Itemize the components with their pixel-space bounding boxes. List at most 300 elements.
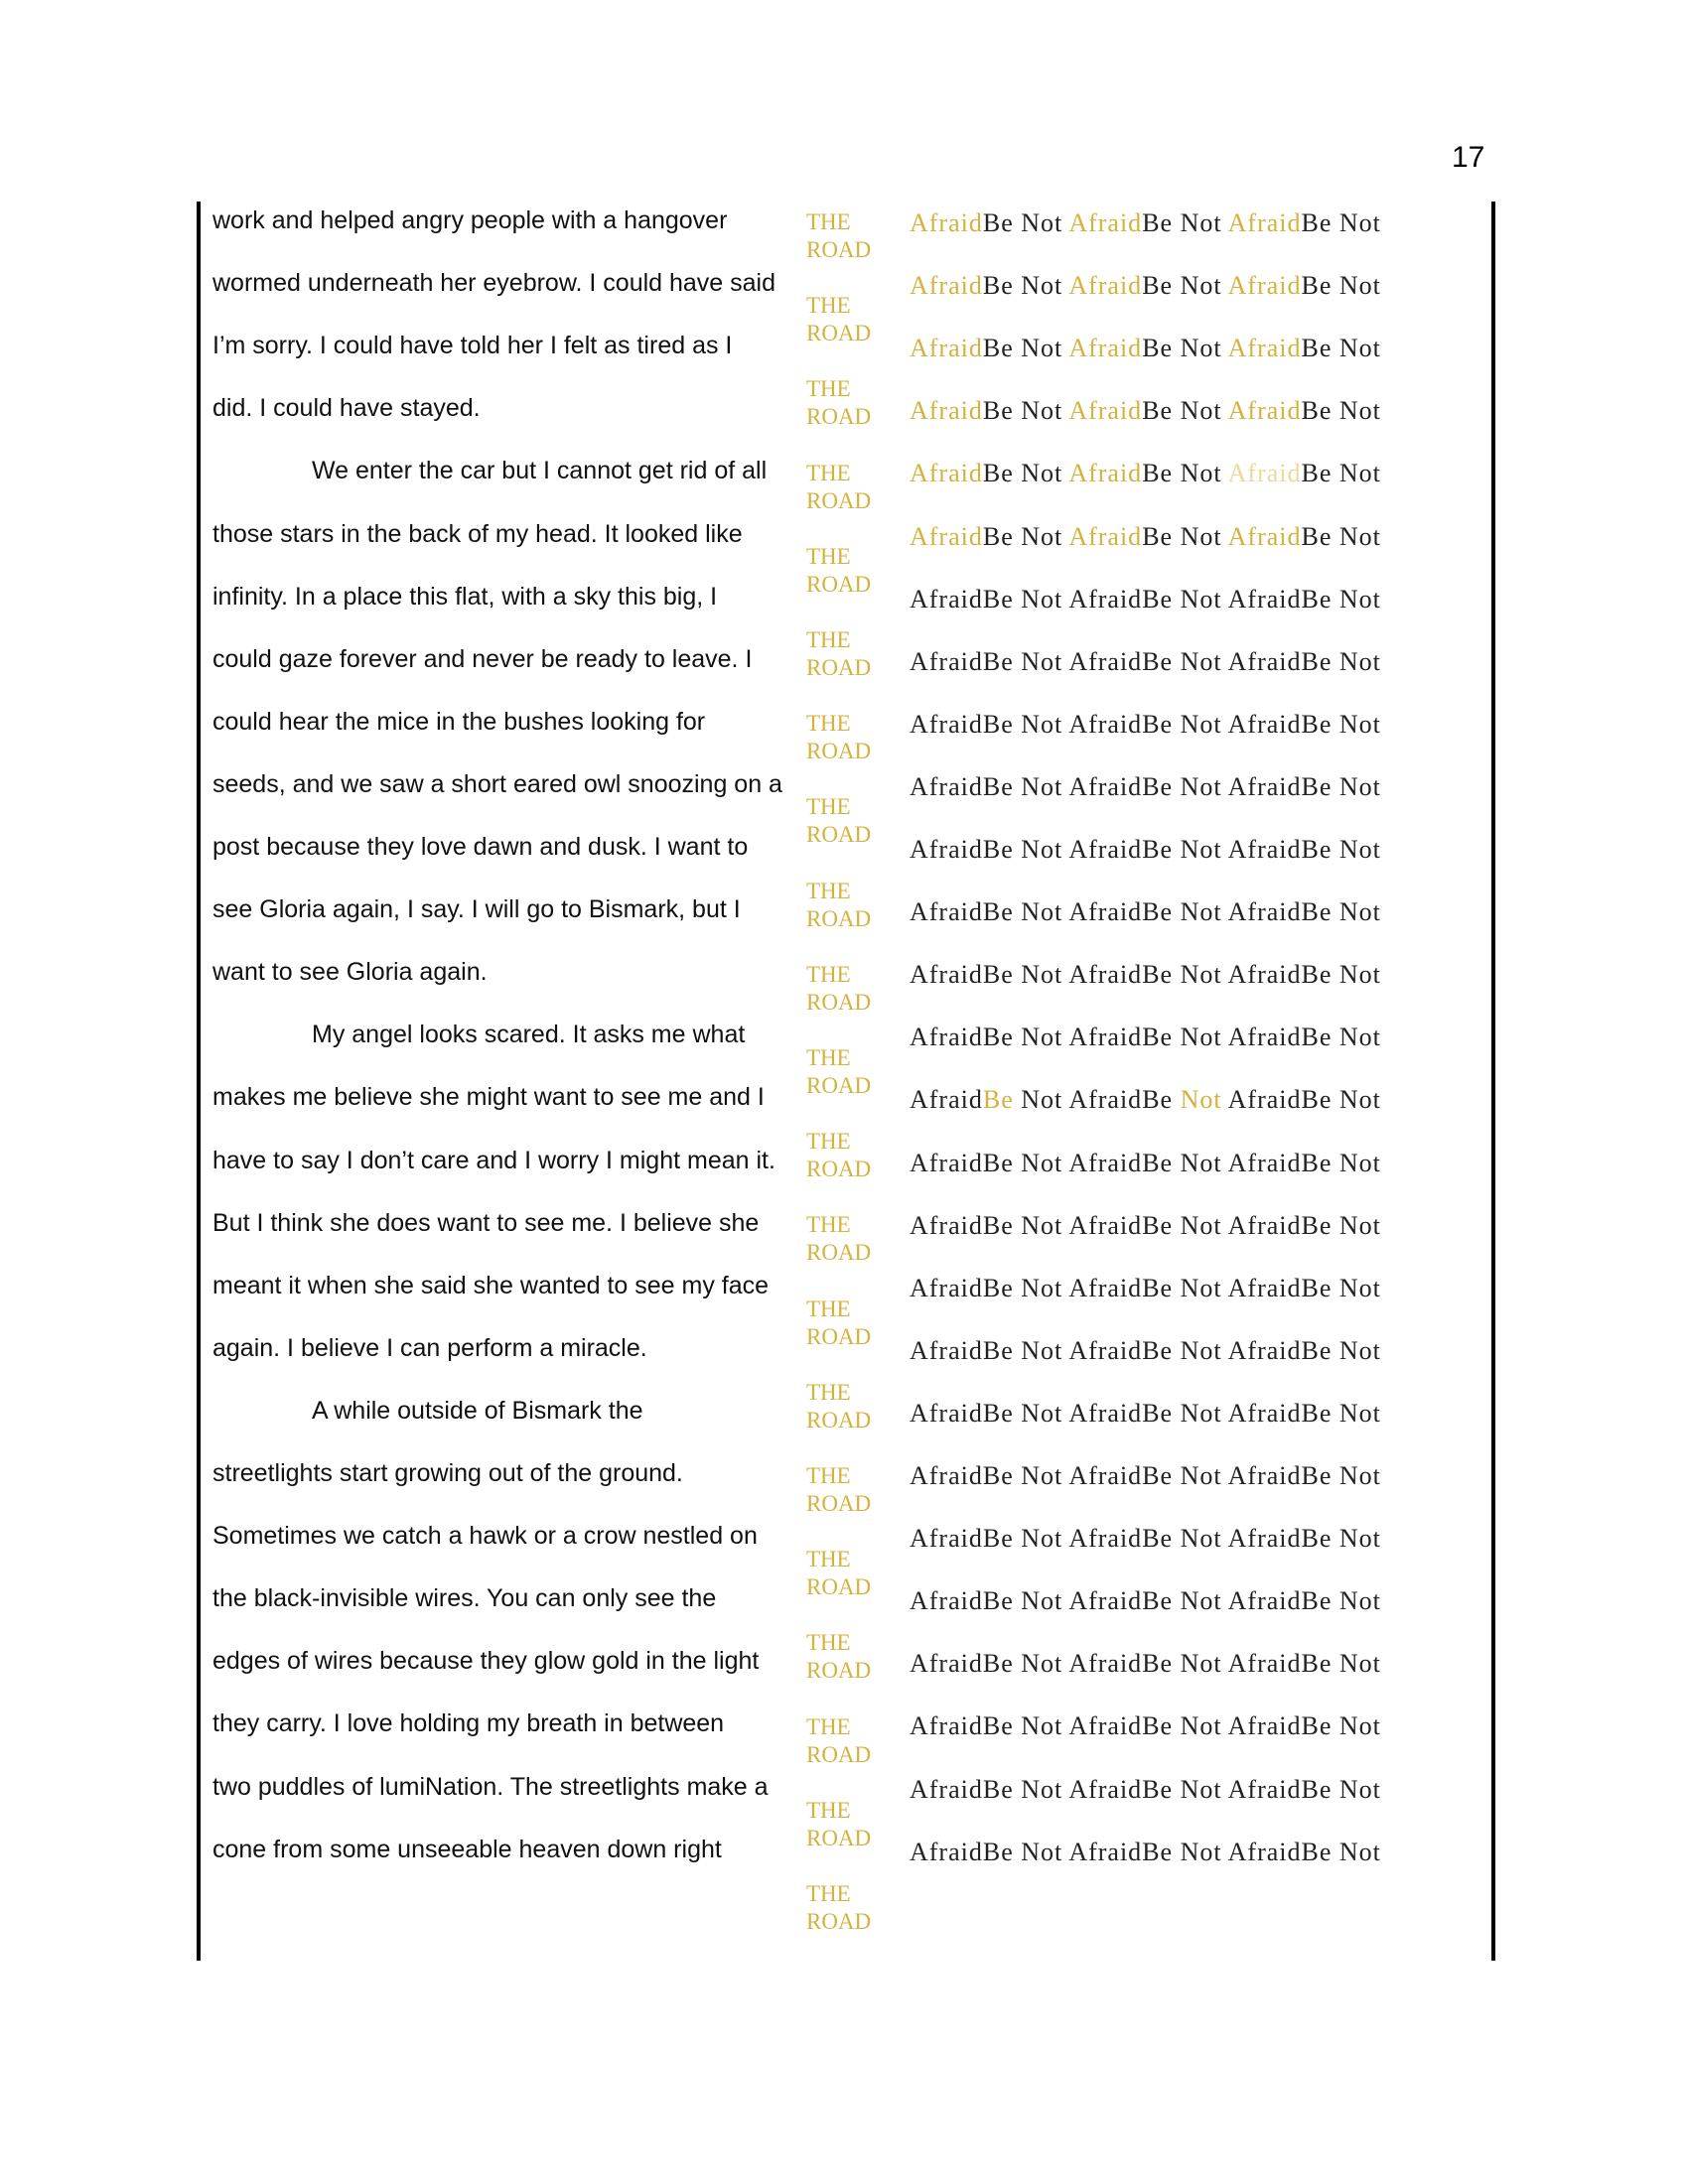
word-not: Not bbox=[1180, 646, 1222, 676]
afraid-line bbox=[910, 772, 1381, 802]
road-label bbox=[806, 1713, 871, 1769]
prose-line: streetlights start growing out of the ground. bbox=[212, 1459, 683, 1487]
word-afraid: Afraid bbox=[1227, 1524, 1302, 1554]
word-be: Be bbox=[1142, 835, 1174, 864]
word-not: Not bbox=[1021, 584, 1063, 614]
prose-line: I’m sorry. I could have told her I felt as tired as I bbox=[212, 332, 733, 360]
road-label bbox=[806, 1462, 871, 1518]
word-afraid: Afraid bbox=[910, 271, 983, 301]
word-not: Not bbox=[1180, 1148, 1222, 1177]
word-be: Be bbox=[982, 271, 1014, 301]
road-word-road: ROAD bbox=[806, 1407, 872, 1433]
afraid-line bbox=[910, 1711, 1381, 1741]
road-label bbox=[806, 208, 871, 264]
word-not: Not bbox=[1338, 835, 1381, 864]
word-afraid: Afraid bbox=[910, 584, 983, 614]
prose-line: again. I believe I can perform a miracle. bbox=[212, 1333, 647, 1362]
word-afraid: Afraid bbox=[910, 1398, 983, 1428]
word-be: Be bbox=[1301, 271, 1333, 301]
word-be: Be bbox=[1301, 960, 1333, 990]
afraid-line bbox=[910, 1336, 1381, 1366]
word-not: Not bbox=[1338, 1774, 1381, 1804]
prose-line: But I think she does want to see me. I believe she bbox=[212, 1208, 760, 1237]
word-afraid: Afraid bbox=[1068, 1023, 1143, 1052]
word-not: Not bbox=[1021, 1461, 1063, 1490]
afraid-line bbox=[910, 1649, 1381, 1679]
prose-line: could gaze forever and never be ready to leave. I bbox=[212, 644, 753, 673]
road-word-the: THE bbox=[806, 1630, 851, 1656]
word-afraid: Afraid bbox=[1068, 1774, 1143, 1804]
word-afraid: Afraid bbox=[1068, 1524, 1143, 1554]
word-be: Be bbox=[1142, 960, 1174, 990]
word-not: Not bbox=[1180, 334, 1222, 363]
word-afraid: Afraid bbox=[1068, 1148, 1143, 1177]
word-be: Be bbox=[1301, 521, 1333, 551]
word-afraid: Afraid bbox=[910, 1273, 983, 1302]
word-afraid: Afraid bbox=[1227, 396, 1302, 426]
word-not: Not bbox=[1021, 208, 1063, 237]
word-be: Be bbox=[1301, 1273, 1333, 1302]
word-be: Be bbox=[1142, 396, 1174, 426]
word-afraid: Afraid bbox=[910, 1210, 983, 1240]
word-be: Be bbox=[1142, 271, 1174, 301]
afraid-line bbox=[910, 835, 1381, 865]
word-afraid: Afraid bbox=[1227, 459, 1302, 488]
word-afraid: Afraid bbox=[1227, 960, 1302, 990]
word-not: Not bbox=[1021, 334, 1063, 363]
word-not: Not bbox=[1180, 396, 1222, 426]
word-be: Be bbox=[1301, 334, 1333, 363]
road-label bbox=[806, 710, 871, 765]
afraid-line bbox=[910, 1085, 1381, 1115]
word-afraid: Afraid bbox=[1227, 646, 1302, 676]
prose-line: edges of wires because they glow gold in the light bbox=[212, 1647, 760, 1676]
word-not: Not bbox=[1180, 1837, 1222, 1866]
road-label bbox=[806, 1797, 871, 1852]
word-afraid: Afraid bbox=[1227, 897, 1302, 927]
word-afraid: Afraid bbox=[1227, 709, 1302, 739]
word-not: Not bbox=[1021, 1774, 1063, 1804]
word-not: Not bbox=[1338, 1711, 1381, 1741]
road-label bbox=[806, 1128, 871, 1183]
word-not: Not bbox=[1338, 1023, 1381, 1052]
word-be: Be bbox=[982, 521, 1014, 551]
word-afraid: Afraid bbox=[1068, 1837, 1143, 1866]
word-be: Be bbox=[1142, 771, 1174, 801]
word-not: Not bbox=[1021, 1085, 1063, 1115]
word-not: Not bbox=[1180, 1273, 1222, 1302]
afraid-line bbox=[910, 1211, 1381, 1241]
word-be: Be bbox=[1301, 1586, 1333, 1616]
word-afraid: Afraid bbox=[910, 960, 983, 990]
road-word-the: THE bbox=[806, 543, 851, 569]
word-not: Not bbox=[1338, 646, 1381, 676]
prose-line: post because they love dawn and dusk. I want to bbox=[212, 833, 749, 861]
word-be: Be bbox=[1301, 1085, 1333, 1115]
word-not: Not bbox=[1180, 271, 1222, 301]
word-afraid: Afraid bbox=[1227, 1148, 1302, 1177]
word-afraid: Afraid bbox=[910, 1524, 983, 1554]
word-not: Not bbox=[1180, 1085, 1222, 1115]
road-label bbox=[806, 626, 871, 682]
prose-line: those stars in the back of my head. It looked like bbox=[212, 519, 743, 548]
word-afraid: Afraid bbox=[1068, 646, 1143, 676]
word-afraid: Afraid bbox=[1227, 334, 1302, 363]
word-be: Be bbox=[982, 646, 1014, 676]
word-afraid: Afraid bbox=[910, 1461, 983, 1490]
afraid-line bbox=[910, 1399, 1381, 1429]
afraid-line bbox=[910, 1149, 1381, 1178]
road-word-the: THE bbox=[806, 1713, 851, 1739]
word-not: Not bbox=[1021, 1711, 1063, 1741]
word-not: Not bbox=[1021, 1210, 1063, 1240]
road-label bbox=[806, 543, 871, 599]
word-be: Be bbox=[1301, 1774, 1333, 1804]
word-afraid: Afraid bbox=[1227, 771, 1302, 801]
prose-line: work and helped angry people with a hangover bbox=[212, 206, 728, 234]
word-not: Not bbox=[1338, 960, 1381, 990]
road-word-road: ROAD bbox=[806, 1574, 872, 1600]
word-not: Not bbox=[1021, 1335, 1063, 1365]
word-be: Be bbox=[1142, 1774, 1174, 1804]
word-not: Not bbox=[1338, 1398, 1381, 1428]
afraid-line bbox=[910, 208, 1381, 238]
word-be: Be bbox=[1301, 208, 1333, 237]
word-be: Be bbox=[1142, 1649, 1174, 1679]
road-label bbox=[806, 460, 871, 515]
word-not: Not bbox=[1338, 897, 1381, 927]
word-afraid: Afraid bbox=[1068, 771, 1143, 801]
road-word-road: ROAD bbox=[806, 822, 872, 848]
word-afraid: Afraid bbox=[1227, 1335, 1302, 1365]
word-not: Not bbox=[1338, 396, 1381, 426]
word-not: Not bbox=[1180, 1711, 1222, 1741]
word-not: Not bbox=[1021, 897, 1063, 927]
word-not: Not bbox=[1180, 1210, 1222, 1240]
word-be: Be bbox=[1301, 1461, 1333, 1490]
word-not: Not bbox=[1180, 1461, 1222, 1490]
word-be: Be bbox=[1301, 1398, 1333, 1428]
word-not: Not bbox=[1338, 1837, 1381, 1866]
road-word-the: THE bbox=[806, 376, 851, 402]
road-label bbox=[806, 1546, 871, 1601]
word-afraid: Afraid bbox=[1068, 208, 1143, 237]
word-afraid: Afraid bbox=[1068, 1273, 1143, 1302]
road-word-road: ROAD bbox=[806, 1825, 872, 1850]
road-word-road: ROAD bbox=[806, 1491, 872, 1516]
word-not: Not bbox=[1021, 960, 1063, 990]
word-afraid: Afraid bbox=[1227, 1711, 1302, 1741]
word-afraid: Afraid bbox=[1068, 1085, 1143, 1115]
road-word-road: ROAD bbox=[806, 1741, 872, 1767]
word-afraid: Afraid bbox=[1068, 396, 1143, 426]
word-afraid: Afraid bbox=[910, 1023, 983, 1052]
word-afraid: Afraid bbox=[1227, 208, 1302, 237]
word-not: Not bbox=[1338, 1586, 1381, 1616]
road-label bbox=[806, 1880, 871, 1936]
word-be: Be bbox=[1142, 709, 1174, 739]
word-not: Not bbox=[1021, 1837, 1063, 1866]
word-be: Be bbox=[1142, 1148, 1174, 1177]
word-be: Be bbox=[982, 584, 1014, 614]
word-not: Not bbox=[1180, 1335, 1222, 1365]
word-afraid: Afraid bbox=[1227, 1461, 1302, 1490]
road-word-the: THE bbox=[806, 209, 851, 234]
prose-line: infinity. In a place this flat, with a sky this big, I bbox=[212, 582, 718, 611]
word-be: Be bbox=[1301, 459, 1333, 488]
road-word-the: THE bbox=[806, 1797, 851, 1823]
road-word-the: THE bbox=[806, 1379, 851, 1405]
word-be: Be bbox=[1142, 646, 1174, 676]
word-be: Be bbox=[1142, 1210, 1174, 1240]
word-not: Not bbox=[1338, 334, 1381, 363]
word-be: Be bbox=[1301, 1335, 1333, 1365]
prose-line: We enter the car but I cannot get rid of all bbox=[312, 457, 768, 485]
word-afraid: Afraid bbox=[1068, 835, 1143, 864]
road-word-road: ROAD bbox=[806, 321, 872, 346]
word-be: Be bbox=[1301, 897, 1333, 927]
word-be: Be bbox=[982, 396, 1014, 426]
word-not: Not bbox=[1180, 1774, 1222, 1804]
word-not: Not bbox=[1338, 1273, 1381, 1302]
word-afraid: Afraid bbox=[910, 1774, 983, 1804]
word-not: Not bbox=[1180, 521, 1222, 551]
prose-line: they carry. I love holding my breath in between bbox=[212, 1709, 725, 1738]
word-afraid: Afraid bbox=[1068, 584, 1143, 614]
word-not: Not bbox=[1180, 1398, 1222, 1428]
word-be: Be bbox=[1301, 396, 1333, 426]
word-afraid: Afraid bbox=[910, 1586, 983, 1616]
prose-line: two puddles of lumiNation. The streetlights make a bbox=[212, 1772, 769, 1801]
word-not: Not bbox=[1338, 1148, 1381, 1177]
road-word-the: THE bbox=[806, 1296, 851, 1321]
afraid-line bbox=[910, 647, 1381, 677]
word-not: Not bbox=[1338, 584, 1381, 614]
word-not: Not bbox=[1338, 1649, 1381, 1679]
afraid-line bbox=[910, 396, 1381, 426]
word-be: Be bbox=[1301, 1210, 1333, 1240]
road-word-the: THE bbox=[806, 794, 851, 820]
word-be: Be bbox=[1142, 208, 1174, 237]
road-word-road: ROAD bbox=[806, 989, 872, 1015]
word-afraid: Afraid bbox=[910, 1649, 983, 1679]
road-word-road: ROAD bbox=[806, 1658, 872, 1684]
word-be: Be bbox=[982, 459, 1014, 488]
word-afraid: Afraid bbox=[1068, 1586, 1143, 1616]
word-afraid: Afraid bbox=[910, 835, 983, 864]
word-afraid: Afraid bbox=[1068, 1711, 1143, 1741]
word-not: Not bbox=[1180, 771, 1222, 801]
road-word-road: ROAD bbox=[806, 237, 872, 262]
word-afraid: Afraid bbox=[1068, 960, 1143, 990]
word-not: Not bbox=[1021, 396, 1063, 426]
prose-line: wormed underneath her eyebrow. I could have said bbox=[212, 269, 776, 298]
road-word-road: ROAD bbox=[806, 1909, 872, 1934]
road-label bbox=[806, 1379, 871, 1434]
road-word-the: THE bbox=[806, 627, 851, 652]
prose-line: could hear the mice in the bushes looking for bbox=[212, 707, 706, 736]
road-word-the: THE bbox=[806, 711, 851, 737]
word-afraid: Afraid bbox=[1227, 835, 1302, 864]
afraid-line bbox=[910, 585, 1381, 614]
word-afraid: Afraid bbox=[1068, 1210, 1143, 1240]
word-be: Be bbox=[982, 771, 1014, 801]
road-label bbox=[806, 1296, 871, 1351]
word-not: Not bbox=[1338, 1210, 1381, 1240]
word-not: Not bbox=[1021, 1273, 1063, 1302]
word-afraid: Afraid bbox=[910, 459, 983, 488]
word-not: Not bbox=[1021, 709, 1063, 739]
page-number: 17 bbox=[1452, 141, 1485, 174]
word-not: Not bbox=[1021, 1023, 1063, 1052]
road-label bbox=[806, 961, 871, 1017]
word-be: Be bbox=[1142, 459, 1174, 488]
word-be: Be bbox=[1301, 771, 1333, 801]
word-be: Be bbox=[1301, 709, 1333, 739]
prose-line: want to see Gloria again. bbox=[212, 958, 488, 987]
word-be: Be bbox=[982, 1148, 1014, 1177]
road-word-the: THE bbox=[806, 1129, 851, 1155]
word-afraid: Afraid bbox=[910, 334, 983, 363]
word-not: Not bbox=[1180, 709, 1222, 739]
word-be: Be bbox=[982, 1085, 1014, 1115]
word-afraid: Afraid bbox=[1068, 1398, 1143, 1428]
word-afraid: Afraid bbox=[910, 1711, 983, 1741]
word-be: Be bbox=[1142, 897, 1174, 927]
word-afraid: Afraid bbox=[1227, 1023, 1302, 1052]
road-word-the: THE bbox=[806, 460, 851, 485]
road-word-the: THE bbox=[806, 1045, 851, 1070]
road-word-road: ROAD bbox=[806, 1323, 872, 1349]
word-be: Be bbox=[1142, 1711, 1174, 1741]
word-afraid: Afraid bbox=[1068, 271, 1143, 301]
afraid-line bbox=[910, 1586, 1381, 1616]
word-not: Not bbox=[1338, 1524, 1381, 1554]
word-afraid: Afraid bbox=[1227, 1649, 1302, 1679]
word-afraid: Afraid bbox=[1068, 1461, 1143, 1490]
right-rule bbox=[1491, 202, 1495, 1961]
road-label bbox=[806, 1211, 871, 1267]
word-afraid: Afraid bbox=[910, 1085, 983, 1115]
word-not: Not bbox=[1180, 897, 1222, 927]
word-afraid: Afraid bbox=[1227, 1273, 1302, 1302]
word-not: Not bbox=[1338, 1085, 1381, 1115]
road-word-the: THE bbox=[806, 878, 851, 903]
word-afraid: Afraid bbox=[1068, 1335, 1143, 1365]
word-be: Be bbox=[1142, 1461, 1174, 1490]
word-be: Be bbox=[1142, 1023, 1174, 1052]
word-not: Not bbox=[1180, 1649, 1222, 1679]
word-afraid: Afraid bbox=[910, 1335, 983, 1365]
word-be: Be bbox=[982, 960, 1014, 990]
prose-line: meant it when she said she wanted to see my face bbox=[212, 1271, 770, 1299]
road-label bbox=[806, 375, 871, 431]
word-not: Not bbox=[1021, 1524, 1063, 1554]
word-be: Be bbox=[1301, 1649, 1333, 1679]
afraid-line bbox=[910, 1524, 1381, 1554]
afraid-line bbox=[910, 522, 1381, 552]
road-word-road: ROAD bbox=[806, 571, 872, 597]
word-be: Be bbox=[982, 1774, 1014, 1804]
word-afraid: Afraid bbox=[1068, 334, 1143, 363]
word-be: Be bbox=[982, 1210, 1014, 1240]
prose-line: cone from some unseeable heaven down right bbox=[212, 1835, 722, 1863]
word-be: Be bbox=[982, 208, 1014, 237]
word-not: Not bbox=[1180, 835, 1222, 864]
word-afraid: Afraid bbox=[910, 1148, 983, 1177]
word-be: Be bbox=[1142, 1335, 1174, 1365]
word-afraid: Afraid bbox=[1227, 271, 1302, 301]
afraid-line bbox=[910, 960, 1381, 990]
word-be: Be bbox=[982, 1273, 1014, 1302]
road-word-road: ROAD bbox=[806, 905, 872, 931]
prose-line: the black-invisible wires. You can only see the bbox=[212, 1584, 717, 1613]
word-not: Not bbox=[1180, 960, 1222, 990]
word-be: Be bbox=[982, 1586, 1014, 1616]
word-afraid: Afraid bbox=[910, 709, 983, 739]
prose-line: have to say I don’t care and I worry I might mean it. bbox=[212, 1146, 775, 1174]
prose-line: Sometimes we catch a hawk or a crow nestled on bbox=[212, 1522, 758, 1551]
word-not: Not bbox=[1021, 1649, 1063, 1679]
road-word-road: ROAD bbox=[806, 655, 872, 680]
road-word-the: THE bbox=[806, 293, 851, 319]
prose-line: A while outside of Bismark the bbox=[312, 1396, 643, 1425]
word-afraid: Afraid bbox=[1227, 584, 1302, 614]
prose-line: did. I could have stayed. bbox=[212, 394, 481, 423]
word-not: Not bbox=[1338, 1335, 1381, 1365]
word-not: Not bbox=[1021, 1398, 1063, 1428]
word-not: Not bbox=[1021, 1148, 1063, 1177]
word-afraid: Afraid bbox=[1227, 1837, 1302, 1866]
road-word-the: THE bbox=[806, 1881, 851, 1906]
word-not: Not bbox=[1180, 584, 1222, 614]
word-afraid: Afraid bbox=[1227, 1774, 1302, 1804]
word-not: Not bbox=[1180, 1586, 1222, 1616]
word-not: Not bbox=[1338, 521, 1381, 551]
prose-line: see Gloria again, I say. I will go to Bismark, but I bbox=[212, 895, 741, 924]
word-not: Not bbox=[1338, 459, 1381, 488]
word-not: Not bbox=[1021, 271, 1063, 301]
afraid-line bbox=[910, 1461, 1381, 1491]
word-not: Not bbox=[1021, 771, 1063, 801]
word-be: Be bbox=[1142, 1398, 1174, 1428]
word-afraid: Afraid bbox=[1068, 709, 1143, 739]
word-be: Be bbox=[1142, 1837, 1174, 1866]
word-be: Be bbox=[982, 334, 1014, 363]
word-not: Not bbox=[1338, 271, 1381, 301]
word-be: Be bbox=[982, 1524, 1014, 1554]
word-afraid: Afraid bbox=[1068, 459, 1143, 488]
word-be: Be bbox=[982, 1398, 1014, 1428]
road-label bbox=[806, 1044, 871, 1100]
word-be: Be bbox=[1301, 1148, 1333, 1177]
word-be: Be bbox=[982, 835, 1014, 864]
word-afraid: Afraid bbox=[910, 897, 983, 927]
word-be: Be bbox=[1301, 1023, 1333, 1052]
word-afraid: Afraid bbox=[910, 208, 983, 237]
word-be: Be bbox=[1301, 1837, 1333, 1866]
word-afraid: Afraid bbox=[1068, 897, 1143, 927]
word-afraid: Afraid bbox=[1227, 1210, 1302, 1240]
word-not: Not bbox=[1180, 1524, 1222, 1554]
word-be: Be bbox=[1301, 584, 1333, 614]
word-afraid: Afraid bbox=[910, 771, 983, 801]
word-not: Not bbox=[1021, 646, 1063, 676]
word-not: Not bbox=[1338, 709, 1381, 739]
word-not: Not bbox=[1338, 771, 1381, 801]
afraid-line bbox=[910, 1023, 1381, 1052]
road-word-road: ROAD bbox=[806, 739, 872, 764]
